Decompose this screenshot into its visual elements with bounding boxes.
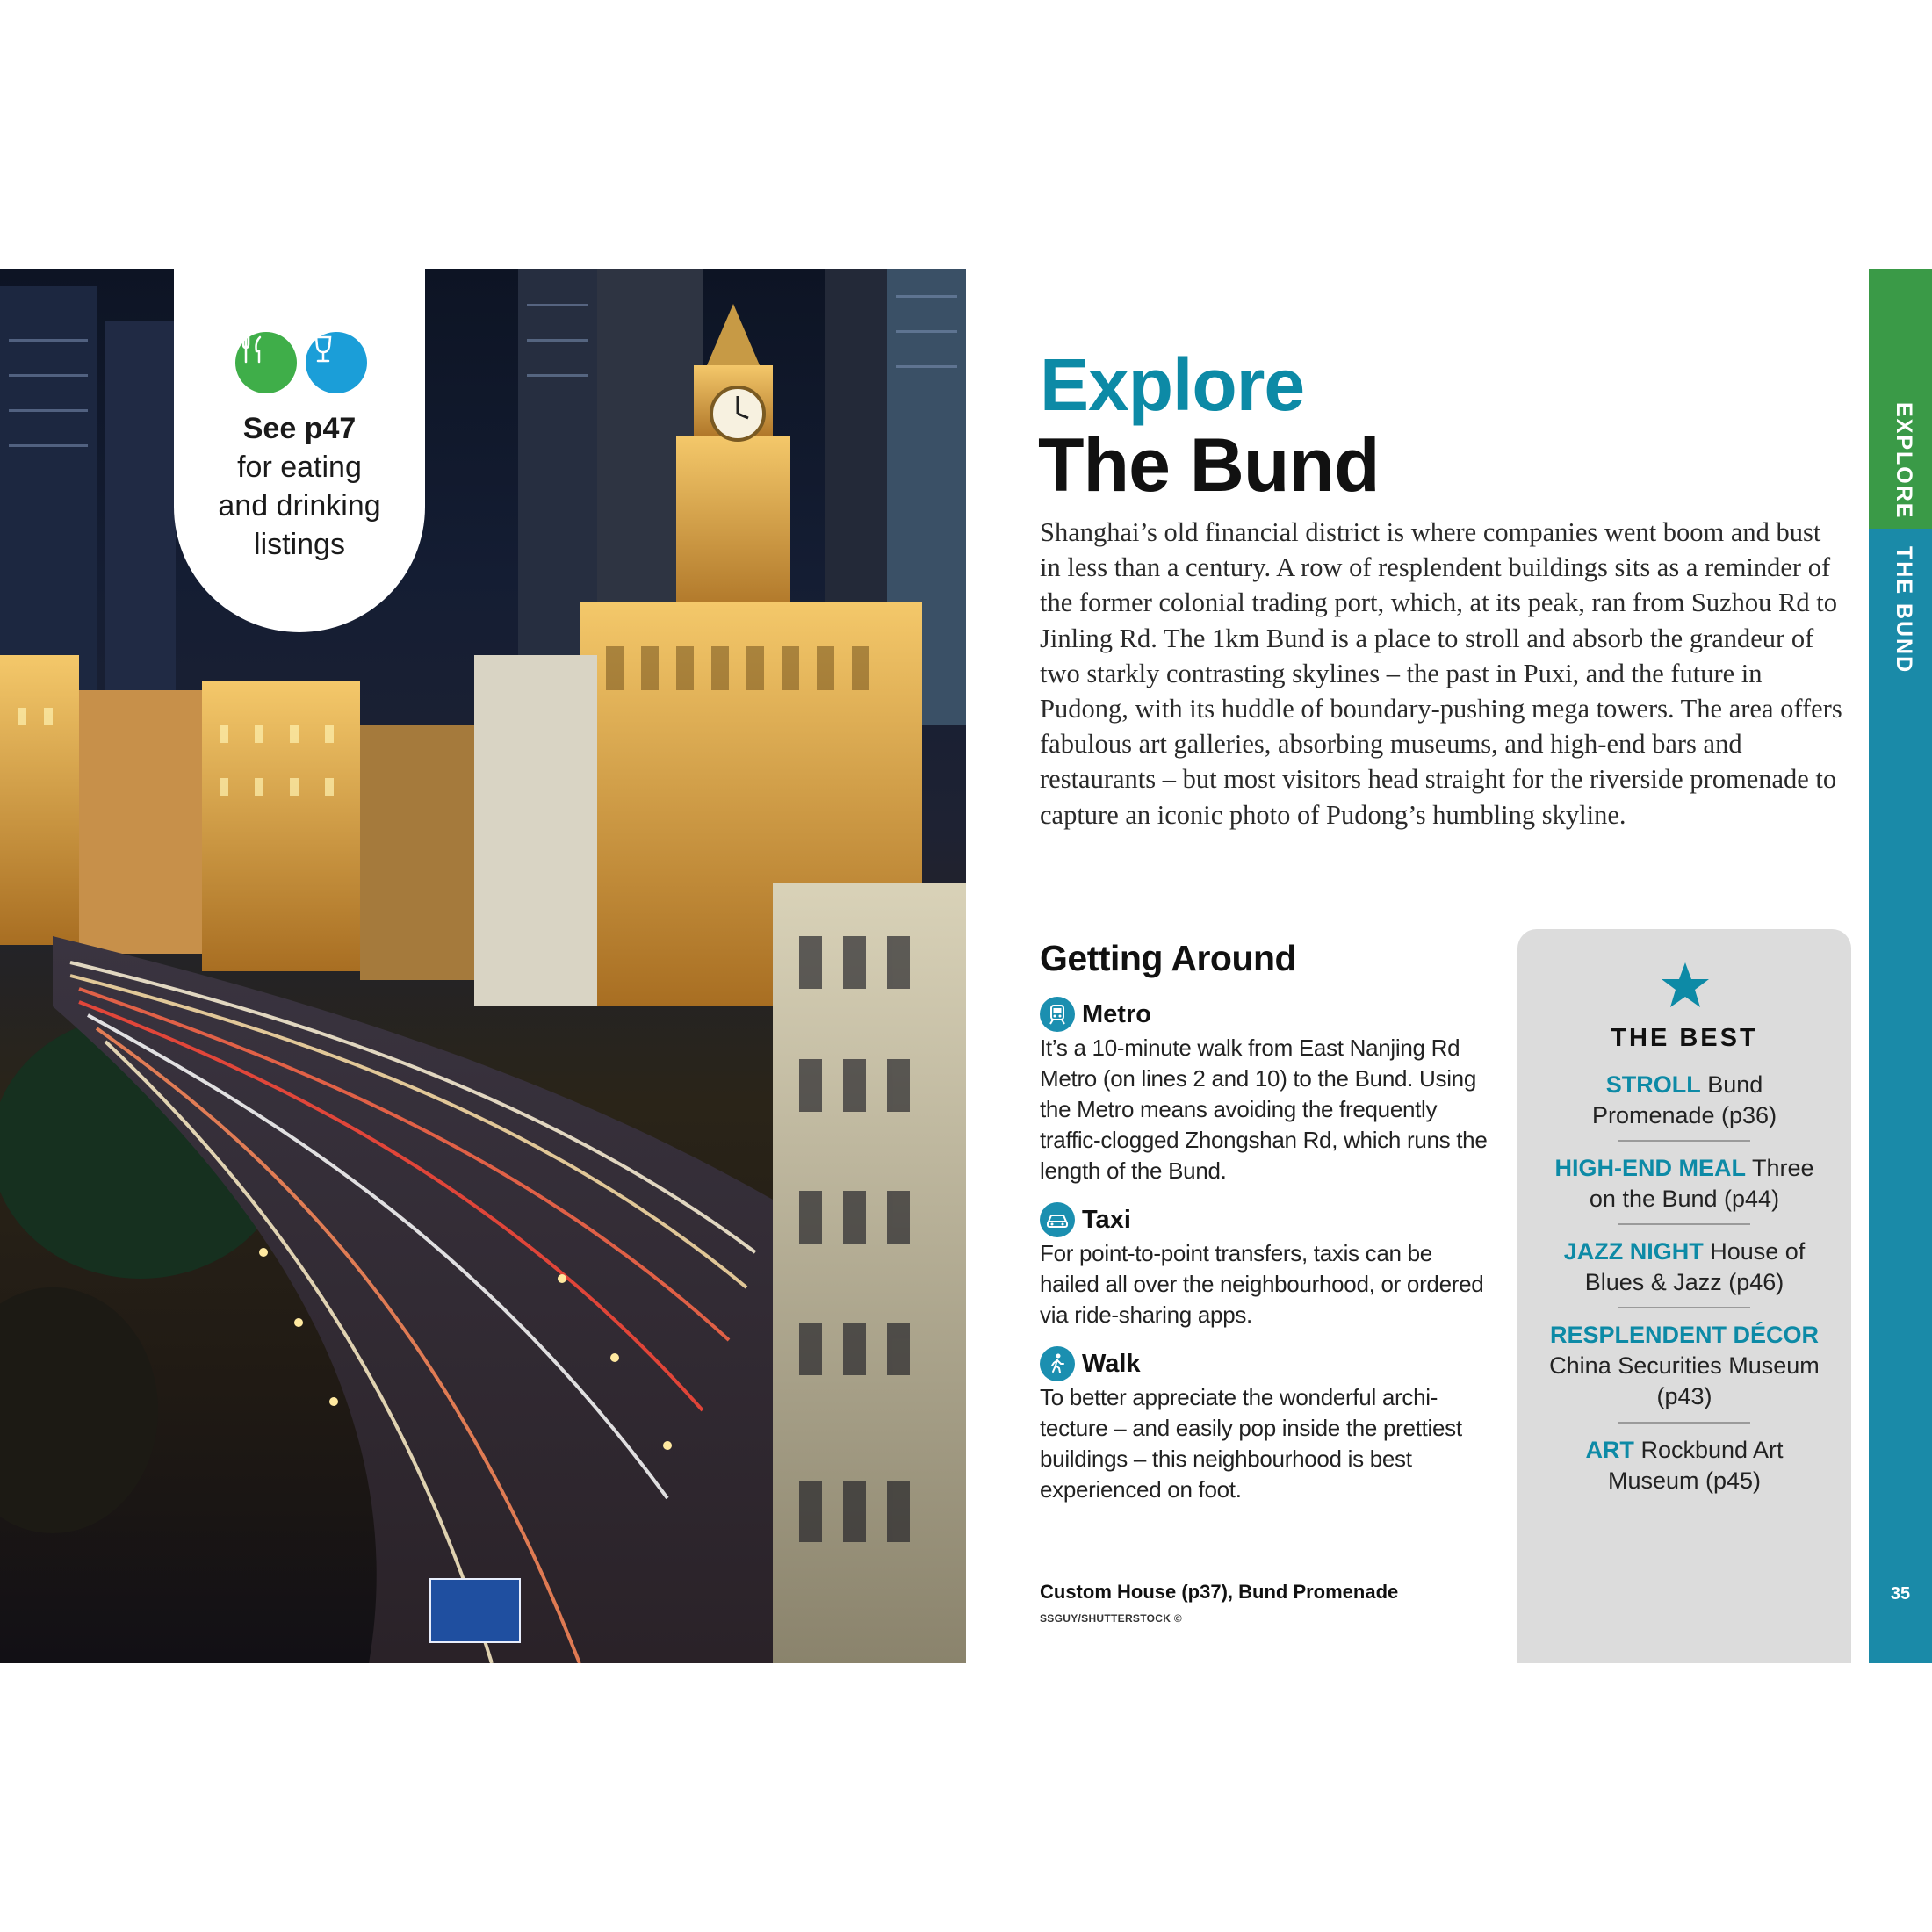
- star-icon: [1660, 961, 1711, 1010]
- callout-page-ref[interactable]: See p47: [242, 412, 357, 445]
- the-best-title: THE BEST: [1611, 1024, 1758, 1052]
- divider: [1618, 1223, 1750, 1225]
- best-item-category: STROLL: [1605, 1071, 1701, 1098]
- best-item-stroll[interactable]: [1544, 1070, 1825, 1131]
- intro-paragraph: Shanghai’s old financial district is where companies went boom and bust in less than a century. A row of resplendent buildings sits as a reminder of the former colonial trading port, which, at its peak, ran from Suzhou Rd to Jinling Rd. The 1km Bund is a place to stroll and absorb the grandeur of two starkly contrasting skylines – the past in Puxi, and the future in Pudong, with its huddle of boundary-pushing mega towers. The area offers fabulous art galleries, absorbing museums, and high-end bars and restaurants – but most visitors head straight for the riverside promenade to capture an iconic photo of Pudong’s humbling skyline.: [1040, 517, 1842, 830]
- getting-around-walk: [1040, 1345, 1496, 1505]
- metro-icon: [1040, 997, 1075, 1032]
- cutlery-icon: [235, 332, 297, 393]
- best-item-resplendent-decor[interactable]: [1544, 1320, 1825, 1412]
- best-item-category: HIGH-END MEAL: [1554, 1155, 1746, 1181]
- getting-around-metro: [1040, 996, 1496, 1186]
- best-item-category: RESPLENDENT DÉCOR: [1549, 1322, 1820, 1348]
- side-tab-section-label: EXPLORE: [1892, 402, 1916, 520]
- best-item-category: ART: [1585, 1437, 1634, 1463]
- side-tab-chapter: [1869, 529, 1932, 1663]
- best-item-category: JAZZ NIGHT: [1563, 1238, 1704, 1265]
- taxi-text: For point-to-point transfers, taxis can be hailed all over the neighbourhood, or ordered via ride-sharing apps.: [1040, 1240, 1484, 1328]
- metro-text: It’s a 10-minute walk from East Nanjing Rd Metro (on lines 2 and 10) to the Bund. Using the Metro means avoiding the frequently traffic-clogged Zhongshan Rd, which runs the length of the Bund.: [1040, 1034, 1488, 1184]
- best-item-text: China Securities Museum (p43): [1549, 1352, 1820, 1409]
- photo-illustration: [0, 269, 966, 1663]
- page-title: The Bund: [1038, 423, 1380, 508]
- book-spread: [0, 269, 1932, 1663]
- walk-icon: [1040, 1346, 1075, 1381]
- best-item-text: Rockbund Art Museum (p45): [1607, 1437, 1784, 1494]
- walk-text: To better appreciate the wonderful archi-tecture – and easily pop inside the prettiest buildings – this neighbourhood is best experienced on foot.: [1040, 1384, 1462, 1503]
- listings-callout-tab[interactable]: [174, 269, 425, 632]
- getting-around-heading: Getting Around: [1040, 938, 1297, 978]
- divider: [1618, 1307, 1750, 1308]
- photo-credit: SSGUY/SHUTTERSTOCK ©: [1040, 1612, 1182, 1625]
- best-item-jazz-night[interactable]: [1544, 1236, 1825, 1298]
- bund-night-photo: [0, 269, 966, 1663]
- page-number: 35: [1890, 1584, 1911, 1604]
- metro-label: Metro: [1082, 999, 1151, 1028]
- best-item-high-end-meal[interactable]: [1544, 1153, 1825, 1215]
- best-item-text: Three on the Bund (p44): [1589, 1155, 1814, 1212]
- getting-around-taxi: [1040, 1201, 1496, 1330]
- divider: [1618, 1422, 1750, 1424]
- taxi-label: Taxi: [1082, 1205, 1131, 1234]
- the-best-box: [1517, 929, 1851, 1663]
- divider: [1618, 1140, 1750, 1142]
- best-item-text: House of Blues & Jazz (p46): [1584, 1238, 1806, 1295]
- best-item-art[interactable]: [1544, 1435, 1825, 1496]
- callout-icons: [174, 332, 425, 395]
- walk-label: Walk: [1082, 1349, 1141, 1378]
- photo-caption: Custom House (p37), Bund Promenade: [1040, 1581, 1399, 1603]
- side-tab-chapter-label: THE BUND: [1892, 546, 1916, 674]
- callout-text: [174, 409, 425, 564]
- taxi-icon: [1040, 1202, 1075, 1237]
- callout-description: for eating and drinking listings: [218, 451, 381, 561]
- wine-glass-icon: [306, 332, 367, 393]
- best-item-text: Bund Promenade (p36): [1591, 1071, 1777, 1128]
- heading-kicker: Explore: [1040, 343, 1305, 426]
